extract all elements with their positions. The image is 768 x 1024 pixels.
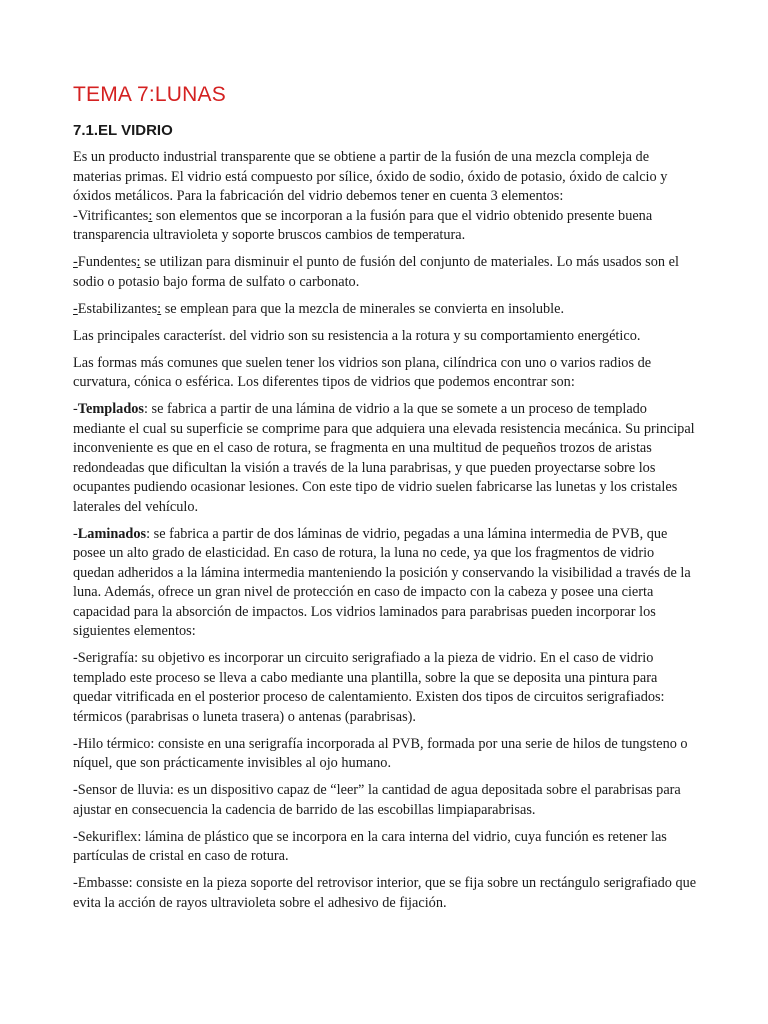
term-laminados: Laminados [77, 525, 147, 542]
paragraph-templados [73, 400, 697, 517]
term-templados: Templados [77, 401, 144, 417]
term-colon: : [136, 254, 141, 270]
paragraph-laminados [73, 525, 697, 642]
paragraph-estabilizantes [73, 300, 697, 320]
paragraph-hilo-termico: -Hilo térmico: consiste en una serigrafía incorporada al PVB, formada por una serie de hilos de tungsteno o níquel, que son prácticamente invisibles al ojo humano. [73, 735, 688, 771]
fundentes-text: se utilizan para disminuir el punto de fusión del conjunto de materiales. Lo más usados son el sodio o potasio bajo forma de sulfato o carbonato. [73, 254, 679, 290]
paragraph-fundentes [73, 253, 697, 292]
paragraph-intro: Es un producto industrial transparente que se obtiene a partir de la fusión de una mezcla compleja de materias primas. El vidrio está compuesto por sílice, óxido de sodio, óxido de potasio, óxido de calcio y óxidos metálicos. Para la fabricación del vidrio debemos tener en cuenta 3 elementos: [73, 149, 668, 204]
page-title: TEMA 7:LUNAS [73, 83, 226, 106]
paragraph-serigrafia: -Serigrafía: su objetivo es incorporar un circuito serigrafiado a la pieza de vidrio. En el caso de vidrio templado este proceso se lleva a cabo mediante una plantilla, sobre la que se deposita una pintura para quedar vitrificada en el posterior proceso de calentamiento. Existen dos tipos de circuitos serigrafiados: térmicos (parabrisas o luneta trasera) o antenas (parabrisas). [73, 650, 665, 725]
paragraph-sekuriflex: -Sekuriflex: lámina de plástico que se incorpora en la cara interna del vidrio, cuya función es retener las partículas de cristal en caso de rotura. [73, 828, 667, 864]
term-colon: : [157, 300, 162, 317]
paragraph-vitrificantes [73, 207, 697, 246]
term-vitrificantes: -Vitrificantes [73, 207, 149, 224]
term-dash: - [73, 525, 78, 542]
term-dash: - [73, 254, 78, 270]
estabilizantes-text: se emplean para que la mezcla de minerales se convierta en insoluble. [161, 300, 565, 317]
term-dash: - [73, 401, 78, 417]
templados-text: : se fabrica a partir de una lámina de vidrio a la que se somete a un proceso de templado mediante el cual su superficie se comprime para que adquiera una elevada resistencia mecánica. Su principal inconveniente es que en el caso de rotura, se fragmenta en una multitud de pequeños trozos de aristas redondeadas que dificultan la visión a través de la luna parabrisas, y que pueden proyectarse sobre los ocupantes pudiendo ocasionar lesiones. Con este tipo de vidrio suelen fabricarse las lunetas y los cristales laterales del vehículo. [73, 401, 695, 515]
paragraph-sensor-lluvia: -Sensor de lluvia: es un dispositivo capaz de “leer” la cantidad de agua depositada sobre el parabrisas para ajustar en consecuencia la cadencia de barrido de las escobillas limpiaparabrisas. [73, 782, 681, 818]
laminados-text: : se fabrica a partir de dos láminas de vidrio, pegadas a una lámina intermedia de PVB, que posee un alto grado de elasticidad. En caso de rotura, la luna no cede, ya que los fragmentos de vidrio quedan adheridos a la lámina intermedia manteniendo la posición y conservando la visibilidad a través de la luna. Además, ofrece un gran nivel de protección en caso de impacto con la cabeza y posee una cierta capacidad para la absorción de impactos. Los vidrios laminados para parabrisas pueden incorporar los siguientes elementos: [73, 525, 691, 639]
vitrificantes-text: son elementos que se incorporan a la fusión para que el vidrio obtenido presente buena transparencia ultravioleta y soporte bruscos cambios de temperatura. [73, 207, 653, 243]
term-estabilizantes: Estabilizantes [77, 300, 158, 317]
paragraph-embasse: -Embasse: consiste en la pieza soporte del retrovisor interior, que se fija sobre un rectángulo serigrafiado que evita la acción de rayos ultravioleta sobre el adhesivo de fijación. [73, 875, 697, 911]
term-dash: - [73, 300, 78, 317]
document-body [73, 148, 697, 921]
paragraph-formas: Las formas más comunes que suelen tener los vidrios son plana, cilíndrica con uno o varios radios de curvatura, cónica o esférica. Los diferentes tipos de vidrios que podemos encontrar son: [73, 354, 652, 390]
term-colon: : [148, 207, 153, 224]
section-heading: 7.1.EL VIDRIO [73, 122, 173, 139]
term-fundentes: Fundentes [77, 254, 137, 270]
paragraph-caracteristicas: Las principales característ. del vidrio son su resistencia a la rotura y su comportamiento energético. [73, 327, 641, 344]
